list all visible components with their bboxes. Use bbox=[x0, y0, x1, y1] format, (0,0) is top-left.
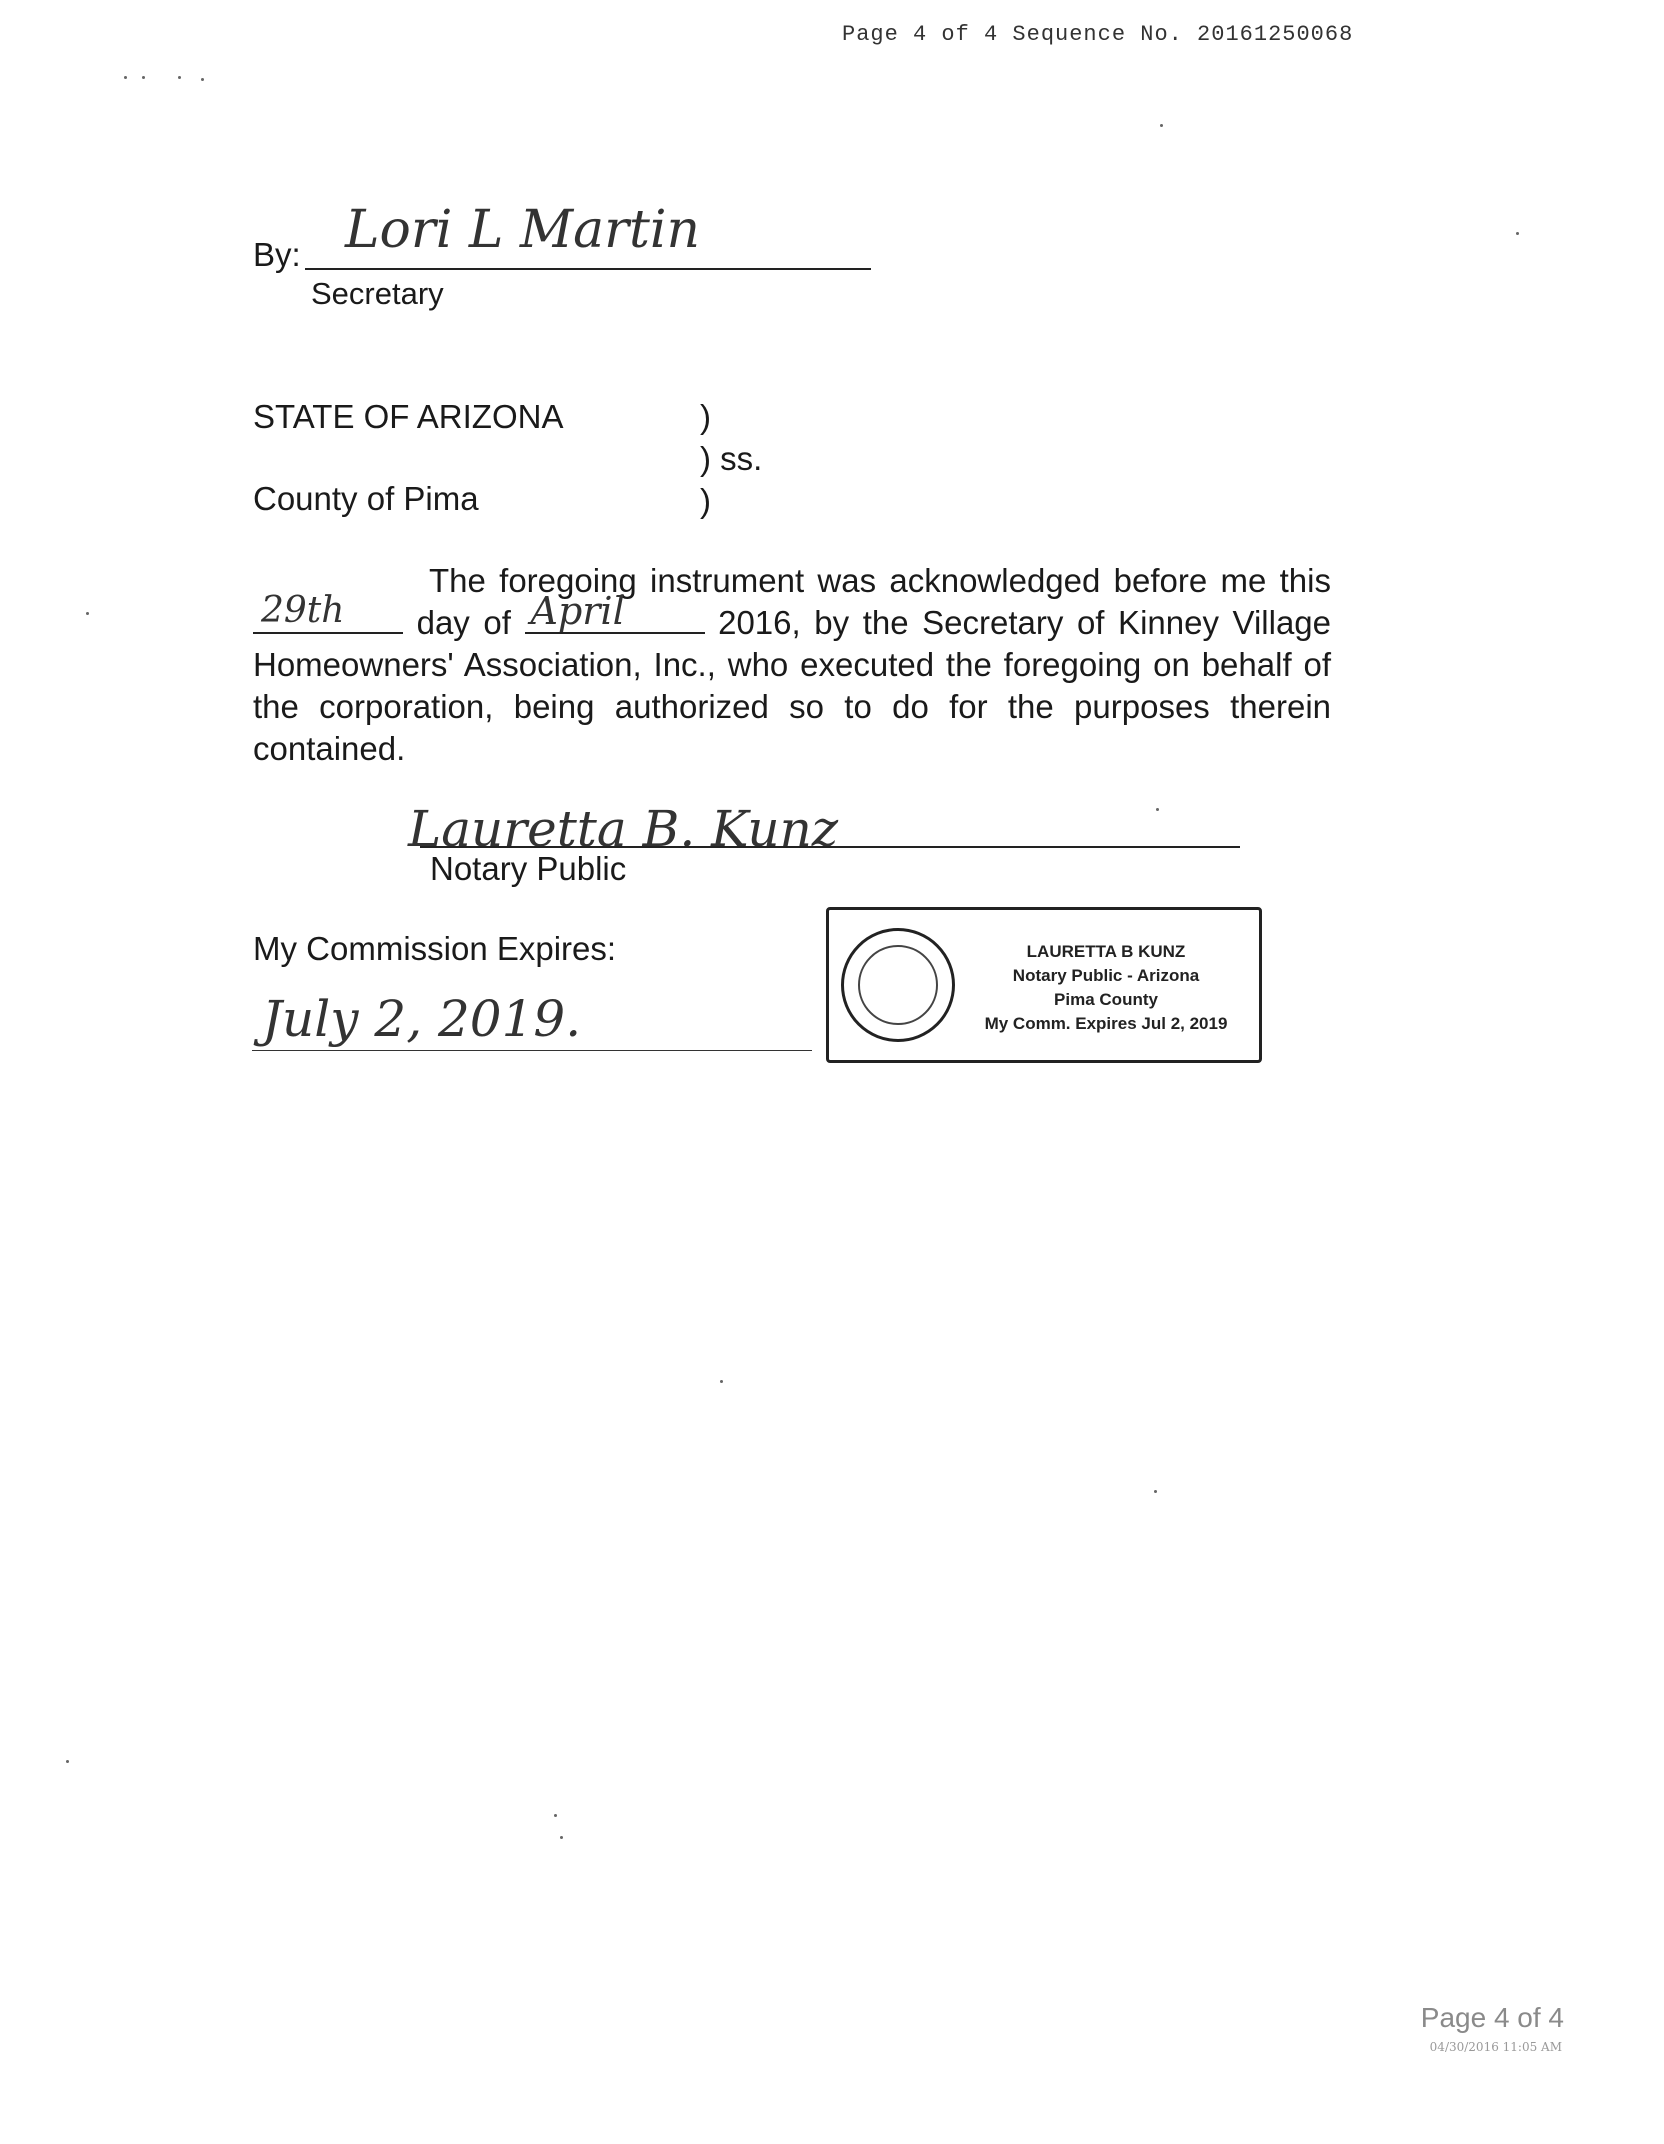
scan-speck bbox=[1154, 1490, 1157, 1493]
footer-timestamp: 04/30/2016 11:05 AM bbox=[1429, 2040, 1562, 2054]
stamp-text bbox=[959, 940, 1253, 1036]
notary-stamp bbox=[826, 907, 1262, 1063]
scan-speck bbox=[178, 76, 181, 79]
scan-speck bbox=[86, 612, 89, 615]
ack-rest: 2016, by the Secretary of Kinney Village Homeowners' Association, Inc., who executed the foregoing on behalf of the corporation, being authorized so to do for the purposes therein contained. bbox=[253, 604, 1332, 767]
by-label: By: bbox=[253, 236, 301, 273]
commission-label: My Commission Expires: bbox=[253, 930, 617, 967]
county-label: County of Pima bbox=[253, 480, 479, 517]
stamp-name: LAURETTA B KUNZ bbox=[1026, 942, 1186, 961]
acknowledgment-paragraph bbox=[253, 560, 1331, 770]
ack-lead: The foregoing instrument was acknowledged before me this bbox=[429, 562, 1331, 599]
ack-day-of: day of bbox=[416, 604, 511, 641]
scan-speck bbox=[201, 78, 204, 81]
commission-handwritten: July 2, 2019. bbox=[262, 990, 582, 1048]
stamp-title: Notary Public - Arizona bbox=[1012, 966, 1200, 985]
day-blank bbox=[253, 590, 403, 634]
scan-speck bbox=[1516, 232, 1519, 235]
scan-speck bbox=[560, 1836, 563, 1839]
month-handwritten: April bbox=[530, 589, 625, 633]
stamp-county: Pima County bbox=[1054, 990, 1158, 1009]
signature-line bbox=[305, 268, 871, 270]
state-seal-icon bbox=[841, 928, 955, 1042]
notary-signature-line bbox=[420, 846, 1240, 848]
venue-paren-bottom: ) bbox=[700, 482, 711, 519]
venue-paren-top: ) bbox=[700, 398, 711, 435]
venue-ss: ) ss. bbox=[700, 440, 763, 477]
state-label: STATE OF ARIZONA bbox=[253, 398, 564, 435]
sequence-header: Page 4 of 4 Sequence No. 20161250068 bbox=[842, 22, 1354, 47]
scan-speck bbox=[124, 76, 127, 79]
secretary-signature: Lori L Martin bbox=[345, 200, 701, 260]
scan-speck bbox=[1156, 808, 1159, 811]
day-handwritten: 29th bbox=[261, 590, 345, 631]
scan-speck bbox=[142, 76, 145, 79]
notary-public-label: Notary Public bbox=[430, 850, 627, 887]
commission-line bbox=[252, 1050, 812, 1051]
month-blank bbox=[525, 589, 705, 634]
scan-speck bbox=[554, 1814, 557, 1817]
scan-speck bbox=[720, 1380, 723, 1383]
secretary-title: Secretary bbox=[311, 276, 444, 311]
scan-speck bbox=[1160, 124, 1163, 127]
scan-speck bbox=[66, 1760, 69, 1763]
notary-signature: Lauretta B. Kunz bbox=[408, 800, 839, 858]
stamp-expiry: My Comm. Expires Jul 2, 2019 bbox=[984, 1014, 1228, 1033]
footer-page-number: Page 4 of 4 bbox=[1420, 2002, 1564, 2033]
